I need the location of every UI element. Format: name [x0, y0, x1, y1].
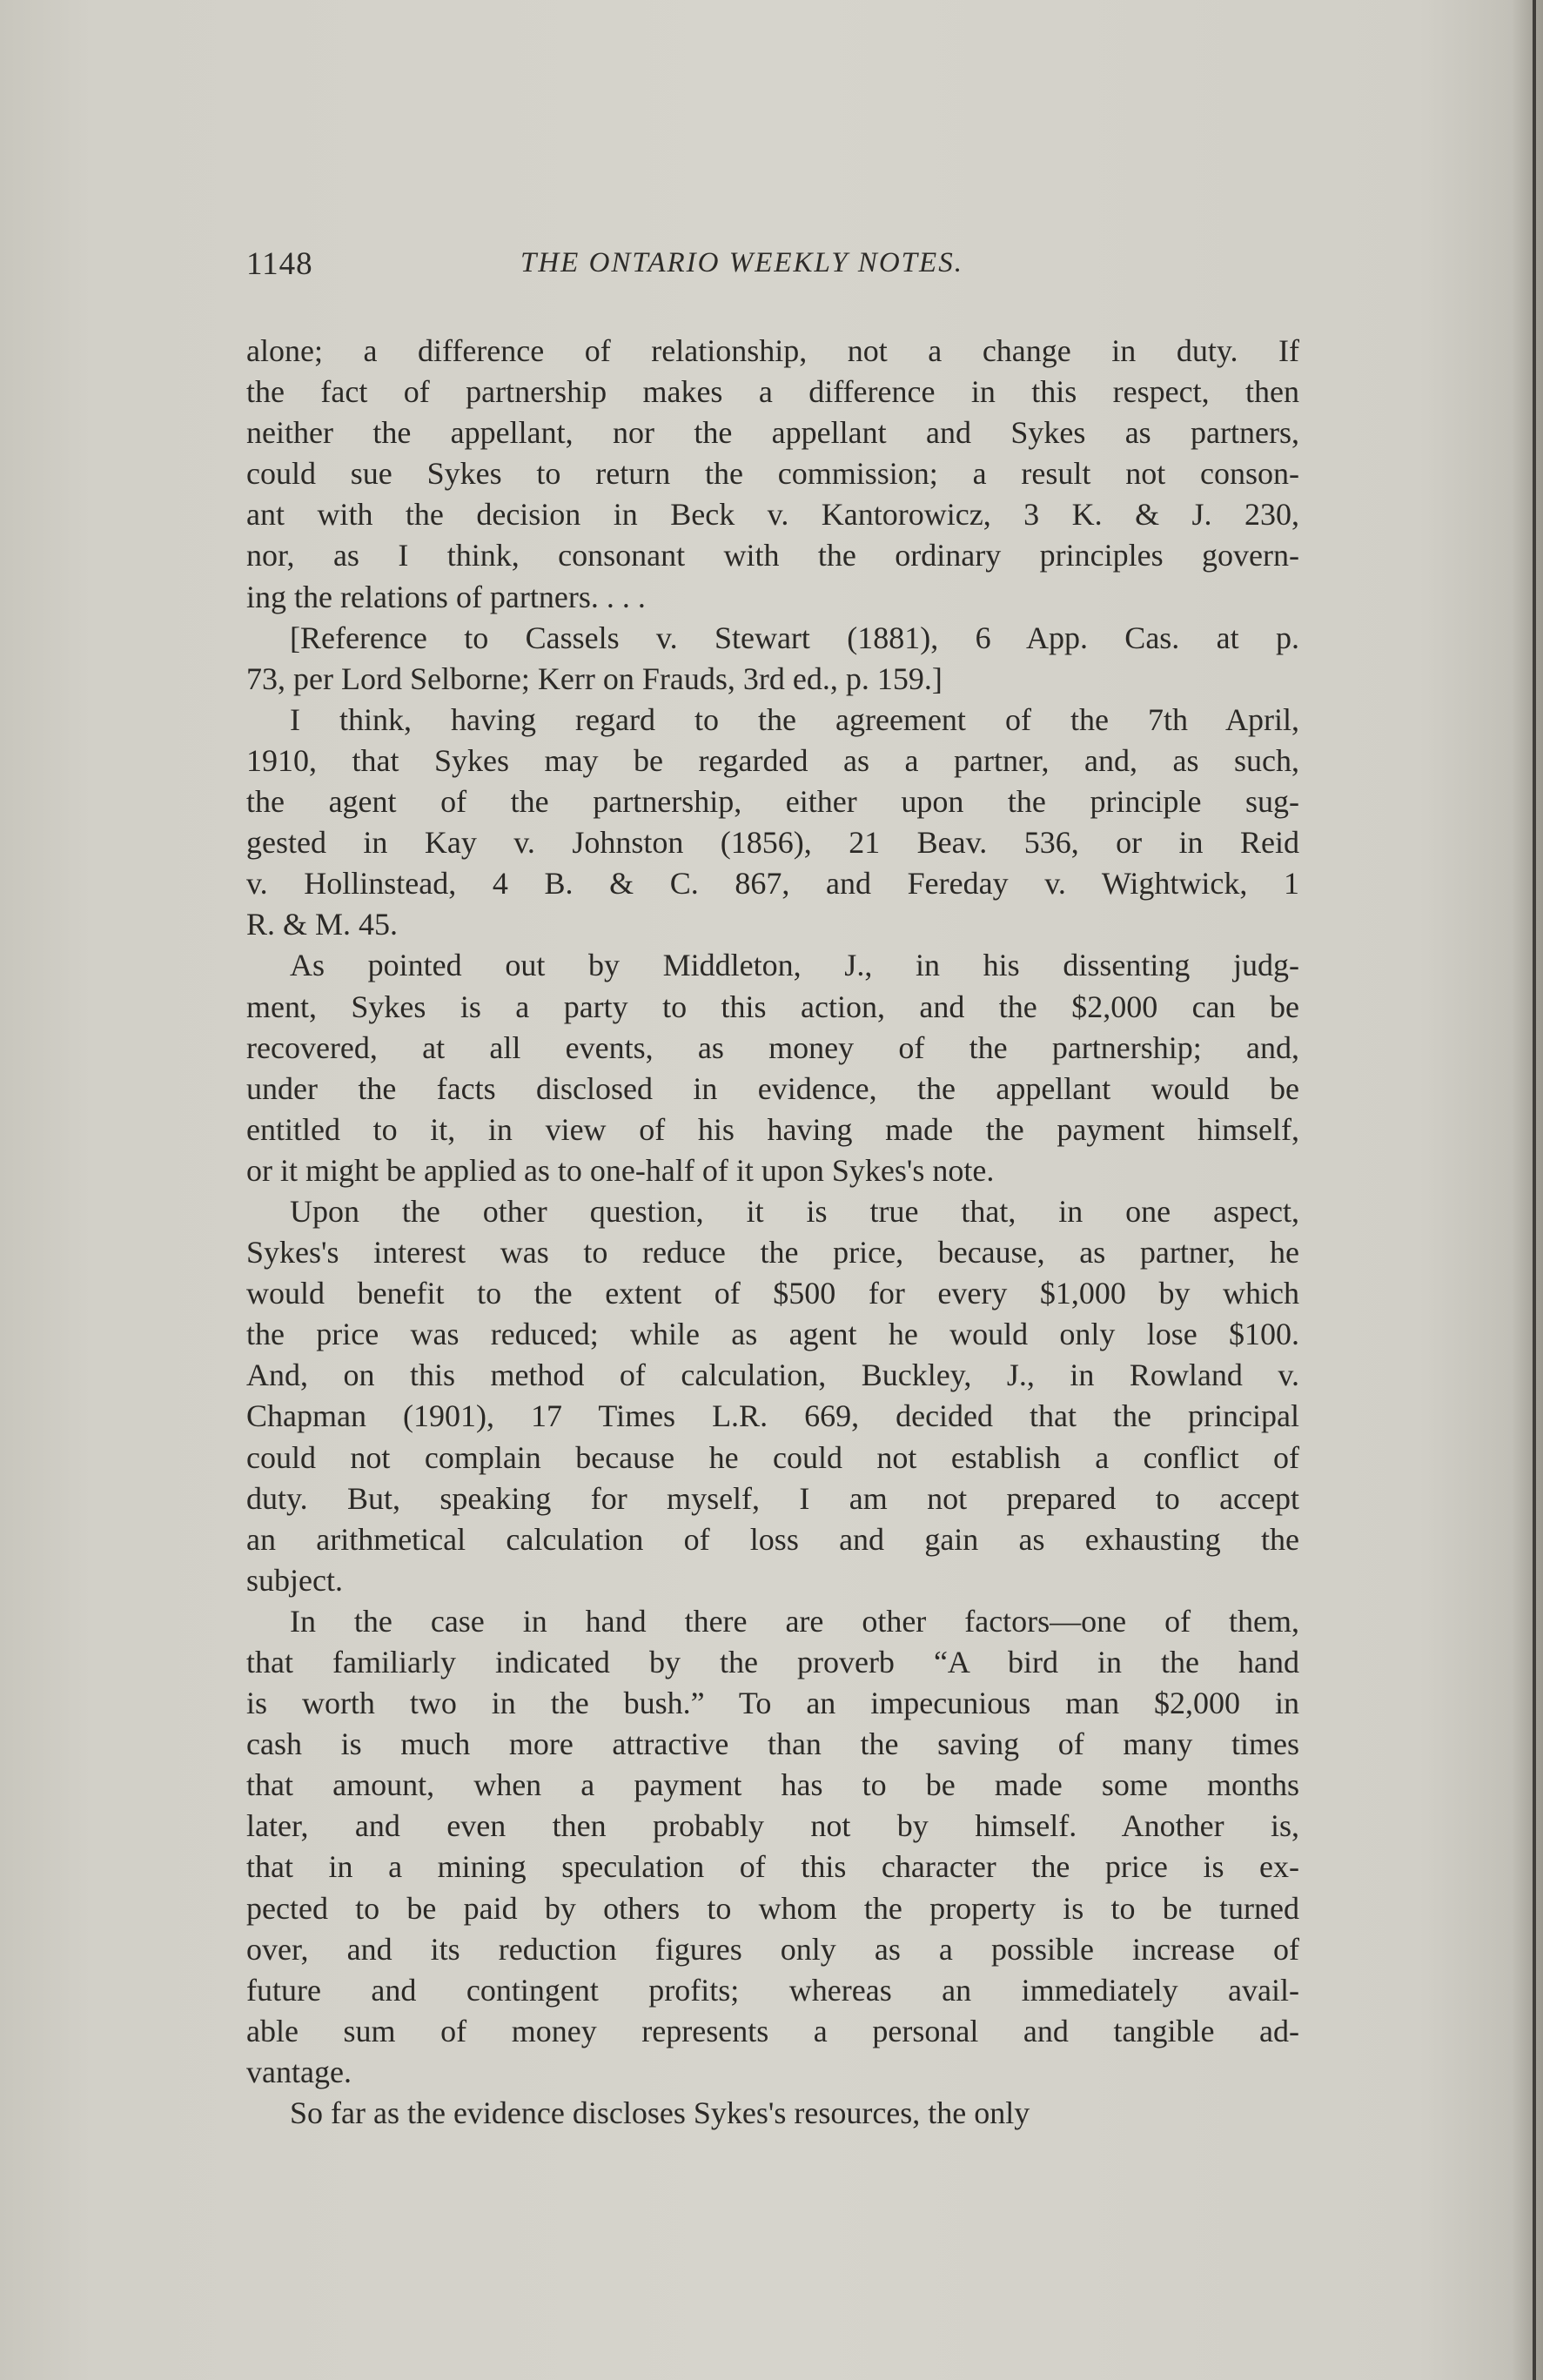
- text-line: 1910, that Sykes may be regarded as a partner, and, as such,: [246, 742, 1299, 778]
- page-edge-line: [1533, 0, 1536, 2380]
- text-line: alone; a difference of relationship, not a change in duty. If: [246, 333, 1299, 368]
- text-line: duty. But, speaking for myself, I am not prepared to accept: [246, 1480, 1299, 1516]
- text-line: Sykes's interest was to reduce the price, because, as partner, he: [246, 1235, 1299, 1270]
- text-line: that familiarly indicated by the proverb “A bird in the hand: [246, 1645, 1299, 1679]
- running-head: THE ONTARIO WEEKLY NOTES.: [520, 247, 963, 278]
- text-line: future and contingent profits; whereas an immediately avail-: [246, 1972, 1299, 2008]
- text-line: I think, having regard to the agreement of the 7th April,: [290, 701, 1299, 737]
- paragraph: [246, 1601, 1299, 2093]
- paragraph: [246, 945, 1299, 1191]
- body-text: [246, 331, 1299, 2134]
- text-line: the agent of the partnership, either upon the principle sug-: [246, 784, 1299, 820]
- page-header: [246, 245, 1291, 298]
- text-line: over, and its reduction figures only as a possible increase of: [246, 1931, 1299, 1967]
- text-line: Chapman (1901), 17 Times L.R. 669, decided that the principal: [246, 1398, 1299, 1434]
- text-line: Upon the other question, it is true that, in one aspect,: [290, 1193, 1299, 1229]
- text-line: pected to be paid by others to whom the property is to be turned: [246, 1890, 1299, 1926]
- text-line: under the facts disclosed in evidence, the appellant would be: [246, 1070, 1299, 1106]
- paragraph: [246, 618, 1299, 700]
- text-line: neither the appellant, nor the appellant and Sykes as partners,: [246, 415, 1299, 451]
- text-line: entitled to it, in view of his having made the payment himself,: [246, 1111, 1299, 1147]
- text-line: cash is much more attractive than the saving of many times: [246, 1726, 1299, 1762]
- text-line: would benefit to the extent of $500 for every $1,000 by which: [246, 1276, 1299, 1311]
- paragraph: [246, 2093, 1299, 2134]
- paragraph: [246, 1191, 1299, 1601]
- text-line: So far as the evidence discloses Sykes's resources, the only: [290, 2095, 1030, 2131]
- text-line: is worth two in the bush.” To an impecunious man $2,000 in: [246, 1686, 1299, 1721]
- text-line: subject.: [246, 1562, 343, 1598]
- text-line: an arithmetical calculation of loss and gain as exhausting the: [246, 1521, 1299, 1557]
- text-line: could not complain because he could not establish a conflict of: [246, 1439, 1299, 1475]
- text-line: recovered, at all events, as money of the partnership; and,: [246, 1029, 1299, 1065]
- page-edge-shadow: [1512, 0, 1543, 2380]
- text-line: that amount, when a payment has to be made some months: [246, 1767, 1299, 1803]
- text-line: the fact of partnership makes a difference in this respect, then: [246, 374, 1299, 410]
- text-line: able sum of money represents a personal and tangible ad-: [246, 2013, 1299, 2048]
- text-line: vantage.: [246, 2054, 352, 2089]
- text-line: R. & M. 45.: [246, 907, 399, 942]
- text-line: that in a mining speculation of this character the price is ex-: [246, 1849, 1299, 1885]
- paragraph: [246, 331, 1299, 618]
- text-line: And, on this method of calculation, Buckley, J., in Rowland v.: [246, 1358, 1299, 1393]
- text-line: ant with the decision in Beck v. Kantorowicz, 3 K. & J. 230,: [246, 497, 1299, 533]
- text-line: As pointed out by Middleton, J., in his dissenting judg-: [290, 948, 1299, 983]
- text-line: could sue Sykes to return the commission; a result not conson-: [246, 456, 1299, 492]
- text-line: ing the relations of partners. . . .: [246, 579, 646, 614]
- text-line: the price was reduced; while as agent he would only lose $100.: [246, 1317, 1299, 1352]
- page-number: 1148: [246, 246, 313, 282]
- text-line: ment, Sykes is a party to this action, and the $2,000 can be: [246, 989, 1299, 1024]
- text-line: or it might be applied as to one-half of it upon Sykes's note.: [246, 1152, 995, 1188]
- text-line: In the case in hand there are other factors—one of them,: [290, 1603, 1299, 1639]
- text-line: 73, per Lord Selborne; Kerr on Frauds, 3rd ed., p. 159.]: [246, 660, 943, 696]
- paragraph: [246, 700, 1299, 946]
- text-line: v. Hollinstead, 4 B. & C. 867, and Fereday v. Wightwick, 1: [246, 866, 1299, 902]
- text-line: gested in Kay v. Johnston (1856), 21 Beav. 536, or in Reid: [246, 825, 1299, 861]
- text-line: nor, as I think, consonant with the ordinary principles govern-: [246, 538, 1299, 573]
- text-line: later, and even then probably not by himself. Another is,: [246, 1808, 1299, 1844]
- text-line: [Reference to Cassels v. Stewart (1881), 6 App. Cas. at p.: [290, 620, 1299, 655]
